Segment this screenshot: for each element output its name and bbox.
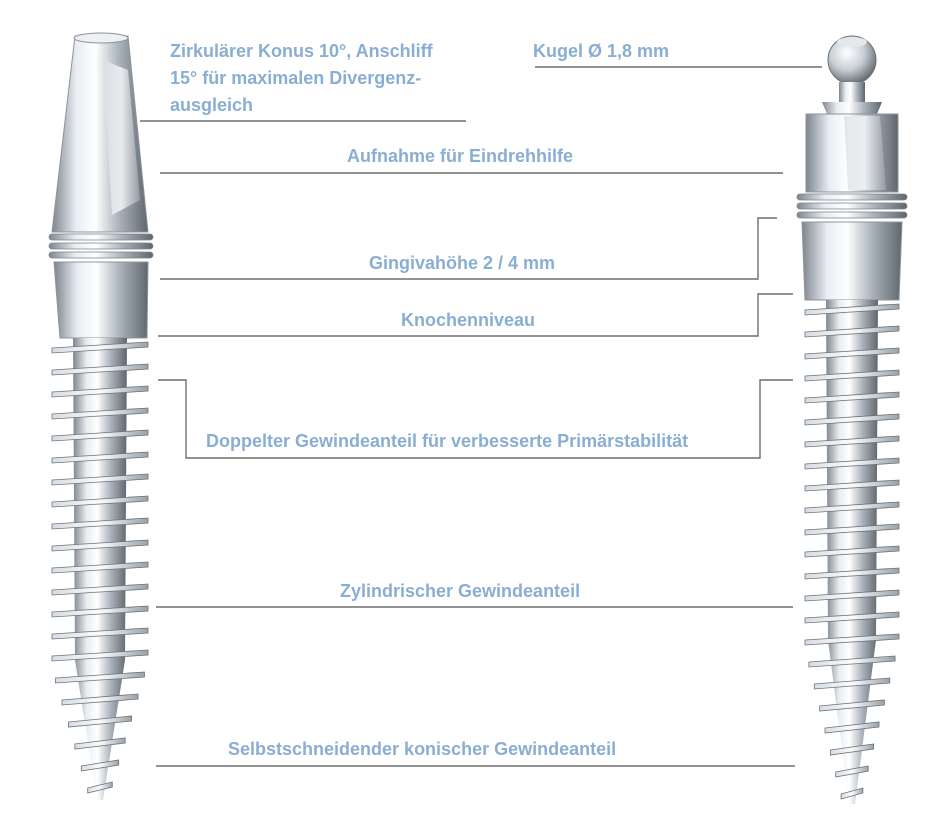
label-doppelter: Doppelter Gewindeanteil für verbesserte Primärstabilität [206,431,689,451]
label-knochen: Knochenniveau [401,310,536,330]
collar-ring [49,252,153,258]
label-zylindrisch: Zylindrischer Gewindeanteil [340,581,581,601]
collar-ring [797,203,907,209]
hex-facet [844,116,886,190]
ball-neck [839,82,865,102]
label-aufnahme: Aufnahme für Eindrehhilfe [347,146,574,166]
label-kugel: Kugel Ø 1,8 mm [533,41,670,61]
conical-abutment-implant-icon [49,33,153,800]
implant-neck [802,222,902,300]
label-selbst: Selbstschneidender konischer Gewindeanteil [228,739,617,759]
label-gingiva: Gingivahöhe 2 / 4 mm [369,253,556,273]
ball-top [837,37,867,47]
ball-abutment-implant-icon [797,36,907,804]
ball-base [822,102,882,114]
implant-neck [54,262,148,338]
collar-ring [49,234,153,240]
collar-ring [49,243,153,249]
label-konus-line3: ausgleich [170,95,254,115]
cone-top [74,33,128,43]
label-konus-line2: 15° für maximalen Divergenz- [170,68,422,88]
collar-ring [797,212,907,218]
label-konus-line1: Zirkulärer Konus 10°, Anschliff [170,41,433,61]
leader-lines [140,67,822,766]
collar-ring [797,194,907,200]
